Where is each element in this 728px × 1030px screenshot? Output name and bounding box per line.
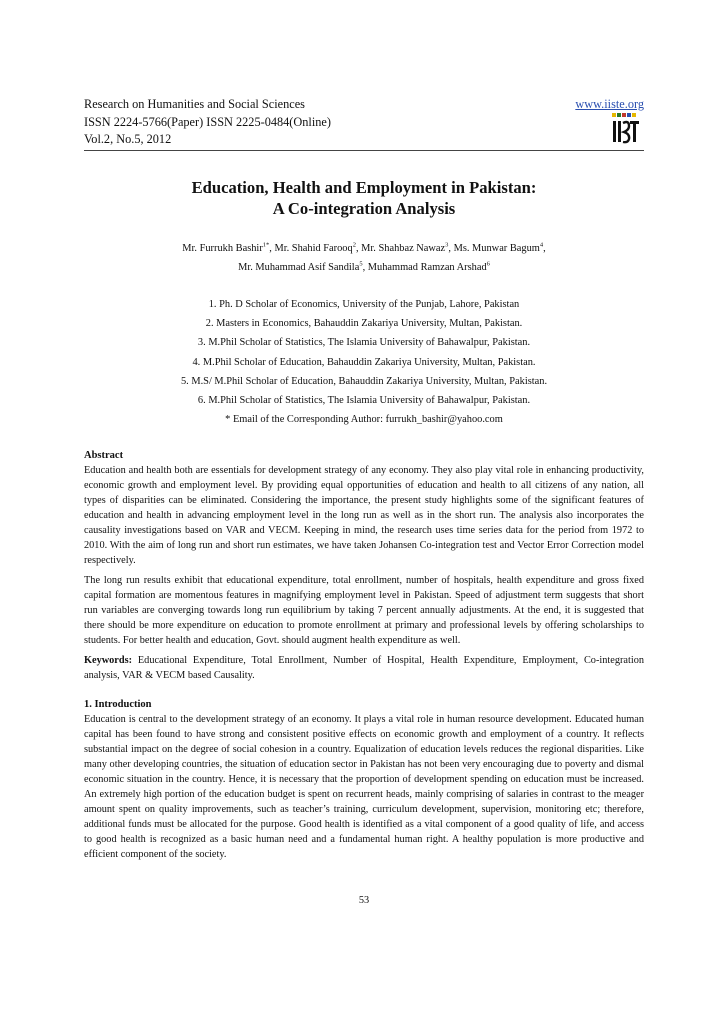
keywords-label: Keywords:: [84, 655, 133, 666]
keywords-text: Educational Expenditure, Total Enrollment, Number of Hospital, Health Expenditure, Employment, Co-integration analysis, VAR & VECM based Causality.: [84, 655, 644, 681]
affiliation-item: 6. M.Phil Scholar of Statistics, The Islamia University of Bahawalpur, Pakistan.: [197, 395, 531, 407]
introduction-heading: 1. Introduction: [84, 699, 152, 710]
journal-url-link[interactable]: www.iiste.org: [575, 97, 644, 111]
author-name: Mr. Muhammad Asif Sandila: [238, 262, 360, 273]
paper-title: [84, 177, 644, 219]
affiliation-item: 2. Masters in Economics, Bahauddin Zakariya University, Multan, Pakistan.: [205, 318, 523, 330]
author-name: Muhammad Ramzan Arshad: [367, 262, 487, 273]
author-sup: 2: [352, 241, 356, 249]
introduction-paragraph-1: Education is central to the development strategy of an economy. It plays a vital role in human resource development. Educated human capital has been found to have strong and consistent positive effects on economic growth and employment of a country. It reflects substantial impact on the degree of social cohesion in a country. Equalization of education levels reduces the regional disparities. Like many other developing countries, the situation of education sector in Pakistan has not been very encouraging due to poverty and dismal economic situation in the country. Hence, it is necessary that the proportion of development spending on education must be increased. An extremely high portion of the education budget is spent on recurrent heads, mainly comprising of salaries in contrast to the meager amount spent on quality improvements, such as teacher’s training, curriculum development, supervision, monitoring etc; therefore, additional funds must be allocated for the purpose. Good health is identified as a vital component of a good quality of life, and access to good health is recognized as a basic human need and a fundamental human right. A healthy population is more productive and efficient component of the society.: [84, 714, 644, 860]
author-name: Mr. Shahbaz Nawaz: [361, 243, 446, 254]
abstract-paragraph-2: The long run results exhibit that educational expenditure, total enrollment, number of hospitals, health expenditure and gross fixed capital formation are momentous features in magnifying employment level in Pakistan. Speed of adjustment term suggests that short run variables are converging towards long run equilibrium by taking 7 percent annually adjustments. At the end, it is suggested that there should be more expenditure on education to promote enrollment at primary and professional levels by offering scholarships to students. For better health and education, Govt. should augment health expenditure as well.: [84, 575, 644, 646]
author-sup: 4: [539, 241, 544, 249]
author-sup: 1*: [262, 241, 270, 249]
author-name: Mr. Furrukh Bashir: [182, 243, 263, 254]
journal-header: [84, 96, 644, 149]
keywords: [84, 653, 644, 683]
journal-issn: ISSN 2224-5766(Paper) ISSN 2225-0484(Online): [84, 114, 331, 129]
paper-title-line1: Education, Health and Employment in Pakistan:: [191, 178, 537, 197]
affiliation-list: [84, 295, 644, 429]
affiliation-item: 5. M.S/ M.Phil Scholar of Education, Bahauddin Zakariya University, Multan, Pakistan.: [180, 375, 548, 387]
iiste-logo-icon: [611, 112, 641, 144]
header-divider: [84, 150, 644, 151]
author-line-2: Mr. Muhammad Asif Sandila$^5$, Muhammad Ramzan Arshad$^6$: [238, 260, 490, 273]
author-sup: 3: [445, 241, 449, 249]
author-list: [84, 239, 644, 277]
abstract-paragraph-1: Education and health both are essentials for development strategy of any economy. They also play vital role in enhancing productivity, economic growth and employment level. By providing equal opportunities of education and health to all citizens of any nation, all types of disparities can be eliminated. Considering the importance, the present study highlights some of the significant features of education and health in advancing employment level in the long run as well as in the short run. The analysis also incorporates the causality investigations based on VAR and VECM. Keeping in mind, the research uses time series data for the period from 1972 to 2010. With the aim of long run and short run estimates, we have taken Johansen Co-integration test and Vector Error Correction model respectively.: [84, 465, 644, 566]
affiliation-item: 1. Ph. D Scholar of Economics, University of the Punjab, Lahore, Pakistan: [208, 299, 520, 310]
corresponding-author-email: * Email of the Corresponding Author: furrukh_bashir@yahoo.com: [225, 414, 503, 426]
author-name: Mr. Shahid Farooq: [274, 243, 353, 254]
journal-title: Research on Humanities and Social Sciences: [84, 97, 305, 111]
journal-volume: Vol.2, No.5, 2012: [84, 132, 172, 146]
page-number: 53: [358, 895, 370, 906]
paper-body: [84, 448, 644, 862]
author-sup: 6: [486, 260, 490, 268]
affiliation-item: 4. M.Phil Scholar of Education, Bahauddin Zakariya University, Multan, Pakistan.: [192, 356, 536, 368]
paper-title-line2: A Co-integration Analysis: [272, 199, 456, 218]
author-name: Ms. Munwar Bagum: [453, 243, 540, 254]
affiliation-item: 3. M.Phil Scholar of Statistics, The Islamia University of Bahawalpur, Pakistan.: [197, 337, 531, 349]
abstract-heading: Abstract: [84, 450, 124, 461]
author-sup: 5: [359, 260, 363, 268]
author-line-1: Mr. Furrukh Bashir$^{1*}$, Mr. Shahid Farooq$^2$, Mr. Shahbaz Nawaz$^3$, Ms. Munwar Bagum$^4$,: [182, 241, 546, 254]
